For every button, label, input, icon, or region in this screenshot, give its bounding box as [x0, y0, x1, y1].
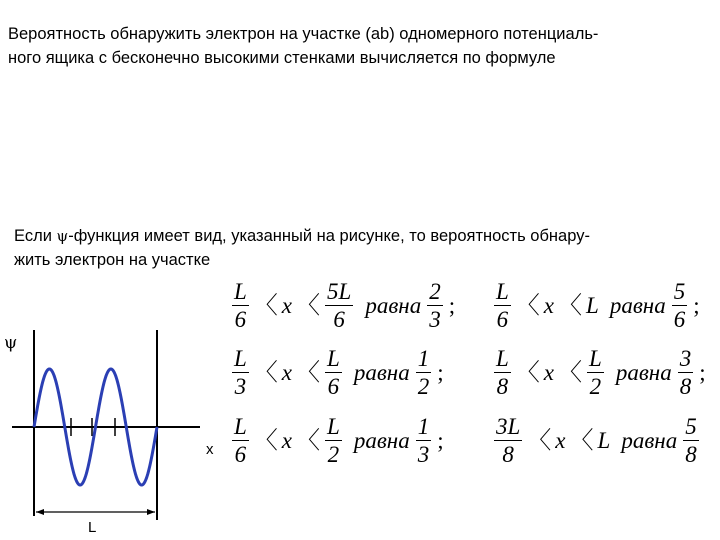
x-axis-label: x	[206, 441, 214, 458]
variable-x: x	[281, 360, 293, 385]
lower-bound: $\frac{L}{8}$	[496, 346, 509, 399]
probability-value: $\frac{1}{2}$	[417, 346, 430, 399]
variable-x: x	[281, 293, 293, 318]
upper-bound: L	[586, 293, 599, 318]
less-than-sign: 〈	[558, 359, 583, 386]
option-5[interactable]	[492, 345, 706, 400]
upper-bound: $\frac{L}{2}$	[327, 414, 340, 467]
separator: ;	[437, 428, 444, 453]
question-line-2: жить электрон на участке	[14, 251, 211, 269]
separator: ;	[448, 293, 456, 318]
less-than-sign: 〈	[558, 292, 583, 319]
equals-word: равна	[365, 293, 422, 318]
probability-value: $\frac{3}{8}$	[679, 346, 692, 399]
upper-bound: $\frac{5L}{6}$	[327, 279, 352, 332]
less-than-sign: 〈	[527, 427, 552, 454]
variable-x: x	[555, 428, 566, 453]
lower-bound: $\frac{L}{3}$	[234, 346, 247, 399]
option-1[interactable]	[230, 278, 455, 333]
lower-bound: $\frac{3L}{8}$	[496, 414, 521, 467]
variable-x: x	[281, 428, 293, 453]
equals-word: равна	[609, 293, 666, 318]
wavefunction-graph	[0, 320, 230, 540]
lower-bound: $\frac{L}{6}$	[234, 414, 247, 467]
option-2[interactable]	[230, 345, 444, 400]
less-than-sign: 〈	[296, 292, 321, 319]
question-after-psi: -функция имеет вид, указанный на рисунке, то вероятность обнару-	[68, 227, 590, 245]
probability-value: $\frac{2}{3}$	[429, 279, 441, 332]
option-3[interactable]	[230, 413, 444, 468]
variable-x: x	[543, 293, 555, 318]
width-label: L	[88, 519, 97, 536]
option-4[interactable]	[492, 278, 700, 333]
probability-value: $\frac{1}{3}$	[417, 414, 430, 467]
equals-word: равна	[353, 360, 410, 385]
lower-bound: $\frac{L}{6}$	[496, 279, 509, 332]
equals-word: равна	[353, 428, 410, 453]
upper-bound: $\frac{L}{2}$	[589, 346, 602, 399]
equals-word: равна	[621, 428, 678, 453]
less-than-sign: 〈	[515, 359, 540, 386]
less-than-sign: 〈	[569, 427, 594, 454]
lower-bound: $\frac{L}{6}$	[234, 279, 247, 332]
separator: ;	[437, 360, 444, 385]
less-than-sign: 〈	[253, 292, 278, 319]
psi-symbol: ψ	[56, 227, 69, 245]
less-than-sign: 〈	[515, 292, 540, 319]
option-6[interactable]	[492, 413, 701, 468]
separator: ;	[693, 293, 700, 318]
width-arrow-right	[147, 509, 155, 515]
question-text	[14, 224, 714, 272]
equals-word: равна	[615, 360, 672, 385]
less-than-sign: 〈	[296, 427, 321, 454]
width-arrow-left	[36, 509, 44, 515]
separator: ;	[699, 360, 706, 385]
probability-value: $\frac{5}{8}$	[685, 414, 697, 467]
upper-bound: $\frac{L}{6}$	[327, 346, 340, 399]
intro-line-2: ного ящика с бесконечно высокими стенками вычисляется по формуле	[8, 49, 556, 67]
y-axis-label: ψ	[4, 333, 18, 353]
upper-bound: L	[597, 428, 611, 453]
probability-value: $\frac{5}{6}$	[673, 279, 686, 332]
question-before-psi: Если	[14, 227, 57, 245]
intro-text	[8, 22, 716, 70]
less-than-sign: 〈	[253, 359, 278, 386]
less-than-sign: 〈	[253, 427, 278, 454]
intro-line-1: Вероятность обнаружить электрон на участке (ab) одномерного потенциаль-	[8, 25, 599, 43]
variable-x: x	[543, 360, 555, 385]
less-than-sign: 〈	[296, 359, 321, 386]
